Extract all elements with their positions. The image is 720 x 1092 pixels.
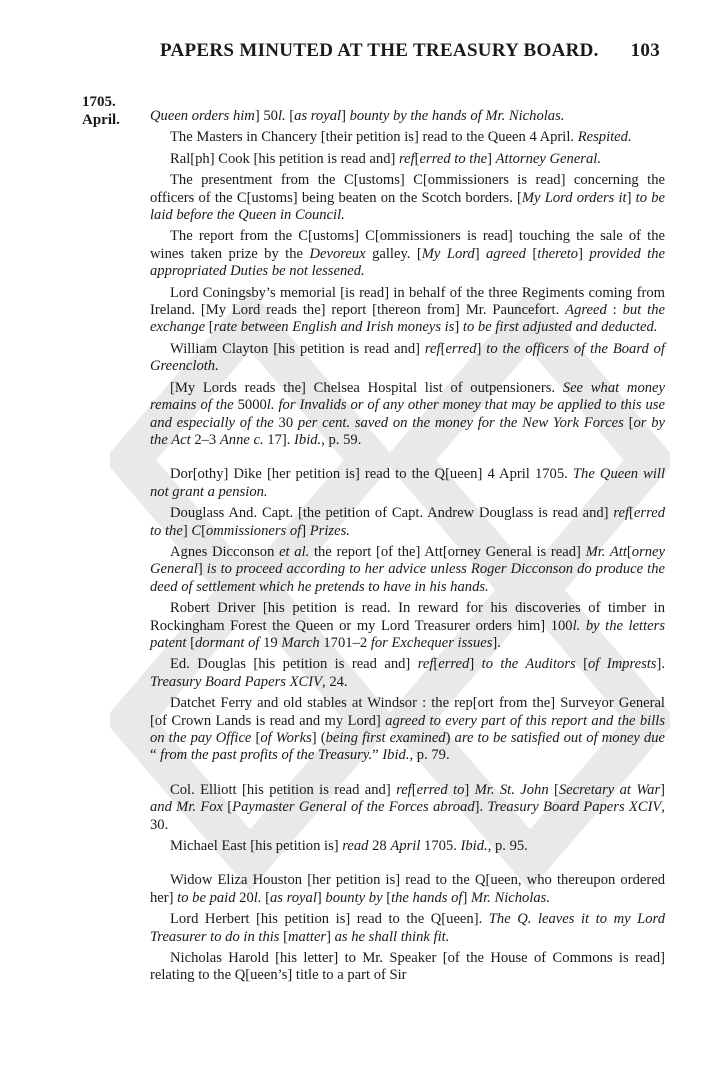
page-number: 103 xyxy=(630,40,660,61)
margin-year: 1705. xyxy=(82,94,116,110)
paragraph: [My Lords reads the] Chelsea Hospital list of outpensioners. See what money remains of the 5000l. for Invalids or of any other money that may be applied to this use and especially of the 30 per cent. saved on the money for the New York Forces [or by the Act 2–3 Anne c. 17]. Ibid., p. 59. xyxy=(150,379,666,448)
paragraph: Ed. Douglas [his petition is read and] ref[erred] to the Auditors [of Imprests]. Treasury Board Papers XCIV, 24. xyxy=(150,656,665,690)
paragraph: Dor[othy] Dike [her petition is] read to the Q[ueen] 4 April 1705. The Queen will not grant a pension. xyxy=(150,466,665,500)
paragraph: Michael East [his petition is] read 28 April 1705. Ibid., p. 95. xyxy=(170,838,528,855)
paragraph: Lord Herbert [his petition is] read to the Q[ueen]. The Q. leaves it to my Lord Treasurer to do in this [matter] as he shall think fit. xyxy=(150,911,665,945)
margin-month: April. xyxy=(82,112,120,128)
paragraph: The presentment from the C[ustoms] C[ommissioners is read] concerning the officers of the C[ustoms] being beaten on the Scotch borders. [My Lord orders it] to be laid before the Queen in Council. xyxy=(150,172,665,224)
running-header xyxy=(160,40,660,62)
paragraph: Ral[ph] Cook [his petition is read and] ref[erred to the] Attorney General. xyxy=(170,150,601,167)
paragraph: The Masters in Chancery [their petition is] read to the Queen 4 April. Respited. xyxy=(170,129,632,146)
paragraph: William Clayton [his petition is read and] ref[erred] to the officers of the Board of Greencloth. xyxy=(150,340,665,375)
paragraph: Robert Driver [his petition is read. In reward for his discoveries of timber in Rockingham Forest the Queen or my Lord Treasurer orders him] 100l. by the letters patent [dormant of 19 March 1701–2 for Exchequer issues]. xyxy=(150,600,665,651)
paragraph: The report from the C[ustoms] C[ommissioners is read] touching the sale of the wines taken prize by the Devoreux galley. [My Lord] agreed [thereto] provided the appropriated Duties be not lessened. xyxy=(150,228,666,280)
document-body xyxy=(150,108,665,989)
paragraph: Agnes Dicconson et al. the report [of the] Att[orney General is read] Mr. Att[orney General] is to proceed according to her advice unless Roger Dicconson do produce the deed of settlement which he pretends to have in his hands. xyxy=(150,543,665,595)
paragraph: Douglass And. Capt. [the petition of Capt. Andrew Douglass is read and] ref[erred to the] C[ommissioners of] Prizes. xyxy=(150,505,665,539)
paragraph: Queen orders him] 50l. [as royal] bounty by the hands of Mr. Nicholas. xyxy=(150,108,565,124)
paragraph: Col. Elliott [his petition is read and] ref[erred to] Mr. St. John [Secretary at War] and Mr. Fox [Paymaster General of the Forces abroad]. Treasury Board Papers XCIV, 30. xyxy=(150,781,665,833)
paragraph: Widow Eliza Houston [her petition is] read to the Q[ueen, who thereupon ordered her] to be paid 20l. [as royal] bounty by [the hands of] Mr. Nicholas. xyxy=(150,872,665,906)
header-title: PAPERS MINUTED AT THE TREASURY BOARD. xyxy=(160,40,599,61)
paragraph: Nicholas Harold [his letter] to Mr. Speaker [of the House of Commons is read] relating to the Q[ueen’s] title to a part of Sir xyxy=(150,950,665,984)
paragraph: Lord Coningsby’s memorial [is read] in behalf of the three Regiments coming from Ireland. [My Lord reads the] report [thereon from] Mr. Pauncefort. Agreed : but the exchange [rate between English and Irish moneys is] to be first adjusted and deducted. xyxy=(150,284,665,336)
paragraph: Datchet Ferry and old stables at Windsor : the rep[ort from the] Surveyor General [of Crown Lands is read and my Lord] agreed to every part of this report and the bills on the pay Office [of Works] (being first examined) are to be satisfied out of money due “ from the past profits of the Treasury.” Ibid., p. 79. xyxy=(150,695,665,764)
